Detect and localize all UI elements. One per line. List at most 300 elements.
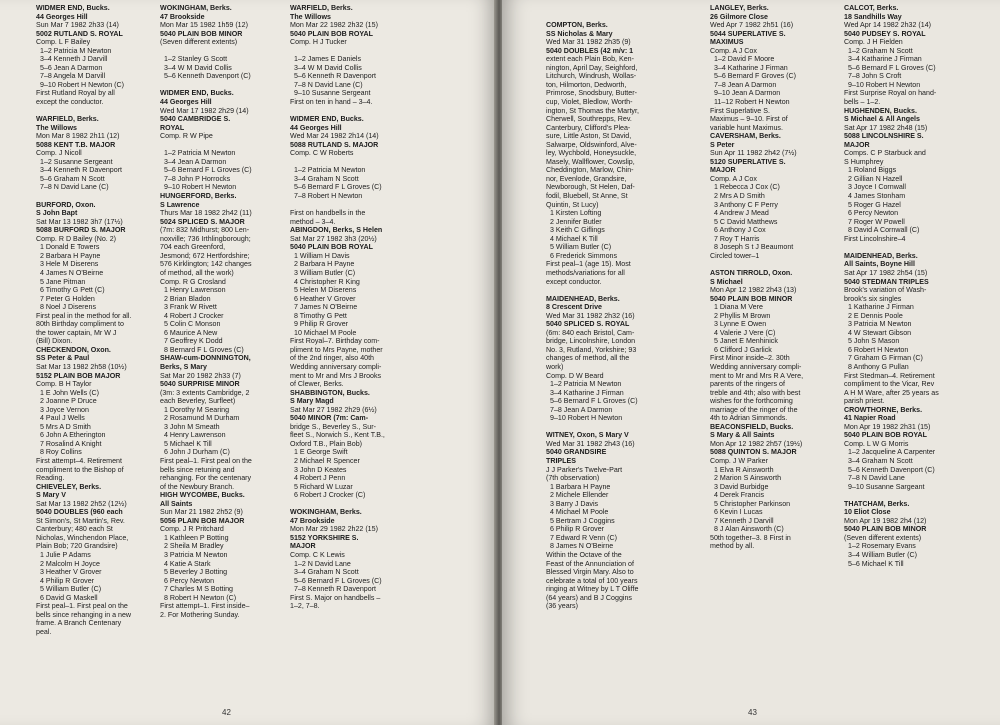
- entry-text-line: First attempt–1. First inside–: [160, 602, 250, 611]
- entry-text-line: Blessed Virgin Mary. Also to: [546, 568, 634, 577]
- entry-text-line: 3–4 Graham N Scott: [294, 568, 359, 577]
- entry-text-line: Wedding anniversary compli-: [290, 362, 382, 371]
- entry-text-line: (3m: 3 extents Cambridge, 2: [160, 388, 250, 397]
- entry-text-line: Feast of the Annunciation of: [546, 559, 634, 568]
- entry-text-line: 2 Gillian N Hazell: [848, 174, 903, 183]
- entry-heading-line: 44 Georges Hill: [36, 12, 88, 21]
- entry-text-line: 1 Katharine J Firman: [848, 303, 914, 312]
- entry-text-line: 5 Bertram J Coggins: [550, 516, 615, 525]
- entry-heading-line: 5040 PLAIN BOB ROYAL: [844, 431, 927, 440]
- entry-text-line: [36, 107, 150, 116]
- entry-text-line: Comp. A J Cox: [710, 46, 757, 55]
- entry-heading-line: CAVERSHAM, Berks.: [710, 132, 781, 141]
- entry-text-line: 7–8 N David Lane (C): [294, 80, 363, 89]
- entry-text-line: 6 Percy Newton: [164, 576, 215, 585]
- entry-heading-line: Berks, S Mary: [160, 362, 207, 371]
- entry-heading-line: WIDMER END, Bucks.: [160, 89, 234, 98]
- entry-heading-line: All Saints: [160, 499, 193, 508]
- entry-text-line: J J Parker's Twelve-Part: [546, 465, 623, 474]
- entry-text-line: 1 Henry Lawrenson: [164, 286, 226, 295]
- entry-text-line: Maximus – 9–10. First of: [710, 115, 788, 124]
- entry-heading-line: WIDMER END, Bucks.: [290, 115, 364, 124]
- entry-text-line: Salwarpe, Oldswinford, Alve-: [546, 140, 637, 149]
- entry-text-line: Comp. J H Fielden: [844, 38, 903, 47]
- entry-text-line: 3 Joyce Vernon: [40, 405, 89, 414]
- entry-heading-line: COMPTON, Berks.: [546, 21, 608, 30]
- entry-text-line: 1–2 Stanley G Scott: [164, 55, 228, 64]
- entry-text-line: 1–2 Graham N Scott: [848, 46, 913, 55]
- entry-heading-line: ROYAL: [160, 123, 185, 132]
- entry-text-line: wishes for the forthcoming: [710, 397, 793, 406]
- entry-text-line: 5 C David Matthews: [714, 217, 778, 226]
- entry-text-line: [546, 286, 660, 295]
- entry-text-line: 5 Christopher Parkinson: [714, 499, 791, 508]
- entry-text-line: 6 Maurice A New: [164, 328, 218, 337]
- entry-text-line: treble and 4th; also with best: [710, 388, 801, 397]
- entry-text-line: 5–6 Kenneth Davenport (C): [164, 72, 251, 81]
- entry-text-line: 1 William H Davis: [294, 251, 350, 260]
- entry-text-line: Comp. R G Crosland: [160, 277, 226, 286]
- entry-heading-line: THATCHAM, Berks.: [844, 499, 910, 508]
- entry-text-line: 2 E Dennis Poole: [848, 311, 903, 320]
- entry-text-line: 7 Graham G Firman (C): [848, 354, 923, 363]
- entry-text-line: [160, 81, 274, 90]
- entry-heading-line: WARFIELD, Berks.: [36, 115, 99, 124]
- entry-text-line: 9–10 Susanne Sergeant: [294, 89, 371, 98]
- entry-text-line: First Superlative S.: [710, 106, 770, 115]
- entry-text-line: 4 Henry Lawrenson: [164, 431, 226, 440]
- entry-text-line: 4th to Adrian Simmonds.: [710, 414, 788, 423]
- entry-text-line: bells since retuning and: [160, 465, 235, 474]
- entry-text-line: 2. For Mothering Sunday.: [160, 610, 240, 619]
- entry-text-line: 2 Jennifer Butler: [550, 217, 602, 226]
- entry-text-line: 3–4 Jean A Darmon: [164, 157, 227, 166]
- entry-text-line: method by all.: [710, 542, 755, 551]
- entry-heading-line: 5040 CAMBRIDGE S.: [160, 115, 231, 124]
- entry-text-line: fleet S., Norwich S., Kent T.B.,: [290, 431, 385, 440]
- entry-text-line: 6 John J Durham (C): [164, 448, 230, 457]
- entry-text-line: 6 Philip R Grover: [550, 525, 605, 534]
- entry-text-line: Comp. J R Pritchard: [160, 525, 224, 534]
- entry-heading-line: 18 Sandhills Way: [844, 12, 902, 21]
- entry-text-line: 2 Sheila M Bradley: [164, 542, 224, 551]
- entry-text-line: methods/variations for all: [546, 268, 625, 277]
- entry-text-line: cup, Violet, Bledlow, Worth-: [546, 98, 633, 107]
- entry-heading-line: 5002 RUTLAND S. ROYAL: [36, 29, 123, 38]
- entry-heading-line: 47 Brookside: [160, 12, 205, 21]
- entry-text-line: 8 Anthony G Pullan: [848, 362, 909, 371]
- right-page: [502, 0, 1000, 725]
- entry-text-line: 1 Roland Biggs: [848, 166, 897, 175]
- entry-text-line: Nicholas, Winchendon Place,: [36, 533, 129, 542]
- entry-heading-line: S John Bapt: [36, 209, 78, 218]
- entry-text-line: 6 David G Maskell: [40, 593, 98, 602]
- entry-text-line: Mon Mar 22 1982 2h32 (15): [290, 21, 378, 30]
- entry-heading-line: ABINGDON, Berks, S Helen: [290, 226, 383, 235]
- entry-text-line: 5–6 Bernard F L Groves (C): [848, 63, 936, 72]
- entry-text-line: (Seven different extents): [160, 38, 238, 47]
- entry-text-line: 2 Barbara H Payne: [294, 260, 355, 269]
- entry-text-line: 3 Lynne E Owen: [714, 320, 767, 329]
- entry-text-line: (36 years): [546, 602, 578, 611]
- entry-text-line: (6m: 840 each Bristol, Cam-: [546, 328, 635, 337]
- entry-text-line: 1 Barbara H Payne: [550, 482, 611, 491]
- entry-heading-line: S Mary Magd: [290, 397, 334, 406]
- entry-text-line: Jesmond; 672 Hertfordshire;: [160, 251, 250, 260]
- entry-heading-line: TRIPLES: [546, 456, 576, 465]
- entry-text-line: First Stedman–4. Retirement: [844, 371, 935, 380]
- entry-text-line: 4 Michael M Poole: [550, 508, 609, 517]
- entry-text-line: Mon Apr 12 1982 2h43 (13): [710, 286, 797, 295]
- entry-text-line: 9–10 Robert H Newton (C): [40, 80, 124, 89]
- entry-text-line: 1–2 Susanne Sergeant: [40, 157, 113, 166]
- entry-text-line: sure, Little Aston, St David,: [546, 132, 632, 141]
- entry-heading-line: MAJOR: [844, 140, 870, 149]
- entry-text-line: 3–4 Graham N Scott: [848, 456, 913, 465]
- entry-heading-line: 5044 SUPERLATIVE S.: [710, 29, 786, 38]
- entry-text-line: Primrose, Snodsbury, Butter-: [546, 89, 637, 98]
- entry-text-line: Brook's variation of Wash-: [844, 286, 927, 295]
- entry-text-line: First attempt–4. Retirement: [36, 456, 122, 465]
- entry-text-line: of the Newbury Branch.: [160, 482, 235, 491]
- entry-text-line: [36, 192, 150, 201]
- entry-text-line: Wed Mar 24 1982 2h14 (14): [290, 132, 379, 141]
- entry-text-line: 7 Edward R Venn (C): [550, 533, 618, 542]
- entry-text-line: No. 3, Rutland, Yorkshire; 93: [546, 345, 637, 354]
- entry-text-line: 2 Michael R Spencer: [294, 456, 360, 465]
- entry-text-line: 7–8 Kenneth R Davenport: [294, 585, 377, 594]
- entry-heading-line: SS Peter & Paul: [36, 354, 90, 363]
- entry-text-line: 3 Frank W Rivett: [164, 303, 217, 312]
- entry-text-line: 7–8 Jean A Darmon: [714, 80, 777, 89]
- entry-text-line: work): [546, 362, 564, 371]
- entry-text-line: 1 E George Swift: [294, 448, 348, 457]
- entry-text-line: Comp. R D Bailey (No. 2): [36, 234, 117, 243]
- entry-text-line: 3–4 W M David Collis: [164, 63, 232, 72]
- entry-text-line: bridge S., Beverley S., Sur-: [290, 422, 376, 431]
- entry-text-line: Quintin, St Lucy): [546, 200, 599, 209]
- entry-text-line: Sat Mar 20 1982 2h33 (7): [160, 371, 241, 380]
- entry-text-line: First S. Major on handbells –: [290, 593, 381, 602]
- entry-text-line: 1 Donald E Towers: [40, 243, 100, 252]
- entry-text-line: 6 Timothy G Pett (C): [40, 286, 105, 295]
- entry-text-line: Sat Mar 27 1982 2h29 (6½): [290, 405, 377, 414]
- entry-text-line: 7 Roger W Powell: [848, 217, 905, 226]
- column-3: [290, 4, 404, 611]
- entry-text-line: nor, Evenlode, Grandsire,: [546, 174, 627, 183]
- left-page: [0, 0, 496, 725]
- entry-heading-line: HUGHENDEN, Bucks.: [844, 106, 917, 115]
- entry-heading-line: WIDMER END, Bucks.: [36, 4, 110, 12]
- entry-text-line: 5 Beverley J Botting: [164, 568, 228, 577]
- entry-heading-line: 5040 DOUBLES (960 each: [36, 508, 123, 517]
- entry-text-line: 4 Andrew J Mead: [714, 209, 769, 218]
- entry-text-line: peal.: [36, 627, 52, 636]
- entry-text-line: 1 Dorothy M Searing: [164, 405, 230, 414]
- entry-text-line: First Rutland Royal by all: [36, 89, 115, 98]
- entry-text-line: ley, Wychbold, Honeysuckle,: [546, 149, 637, 158]
- entry-heading-line: 5040 SPLICED S. ROYAL: [546, 320, 630, 329]
- entry-heading-line: 47 Brookside: [290, 516, 335, 525]
- entry-text-line: of the 2nd ringer, also 40th: [290, 354, 375, 363]
- entry-text-line: [844, 243, 958, 252]
- entry-text-line: 6 Anthony J Cox: [714, 226, 766, 235]
- entry-text-line: 8 Robert H Newton (C): [164, 593, 237, 602]
- column-1: [36, 4, 150, 636]
- entry-text-line: Mon Mar 8 1982 2h11 (12): [36, 132, 120, 141]
- entry-heading-line: All Saints, Boyne Hill: [844, 260, 915, 269]
- entry-text-line: 2 Joanne P Druce: [40, 397, 97, 406]
- page-number-left: 42: [222, 708, 231, 717]
- entry-text-line: 50th together–3. 8 First in: [710, 533, 791, 542]
- entry-text-line: Comps. C P Starbuck and: [844, 149, 926, 158]
- entry-text-line: 4 James N O'Beirne: [40, 268, 104, 277]
- entry-text-line: 1–2 N David Lane: [294, 559, 351, 568]
- entry-text-line: 2 Phyllis M Brown: [714, 311, 771, 320]
- entry-text-line: compliment to the Vicar, Rev: [844, 380, 935, 389]
- entry-text-line: ington, St Thomas the Martyr,: [546, 106, 639, 115]
- entry-text-line: Sun Mar 7 1982 2h33 (14): [36, 21, 119, 30]
- entry-text-line: 5–6 Bernard F Groves (C): [714, 72, 797, 81]
- entry-text-line: 5 Mrs A D Smith: [40, 422, 91, 431]
- entry-heading-line: S Mary V: [36, 491, 66, 500]
- entry-heading-line: 26 Gilmore Close: [710, 12, 768, 21]
- entry-text-line: ment to Mr and Mrs J Brooks: [290, 371, 382, 380]
- entry-text-line: [290, 201, 404, 210]
- entry-text-line: Wed Mar 31 1982 2h32 (16): [546, 311, 635, 320]
- entry-text-line: 2 Rosamund M Durham: [164, 414, 240, 423]
- page-number-right: 43: [748, 708, 757, 717]
- entry-text-line: Sun Mar 21 1982 2h52 (9): [160, 508, 243, 517]
- entry-text-line: 4 Paul J Wells: [40, 414, 85, 423]
- entry-text-line: 7 Geoffrey K Dodd: [164, 337, 223, 346]
- entry-text-line: [546, 423, 660, 432]
- entry-heading-line: 5152 YORKSHIRE S.: [290, 533, 359, 542]
- entry-heading-line: MAIDENHEAD, Berks.: [844, 251, 918, 260]
- entry-text-line: Sun Apr 11 1982 2h42 (7½): [710, 149, 797, 158]
- entry-text-line: Sat Mar 27 1982 3h3 (20½): [290, 234, 377, 243]
- entry-text-line: Comp. H J Tucker: [290, 38, 347, 47]
- entry-text-line: 80th Birthday compliment to: [36, 320, 124, 329]
- entry-text-line: compliment to the Bishop of: [36, 465, 124, 474]
- entry-text-line: 7–8 John S Croft: [848, 72, 902, 81]
- entry-text-line: 7 Charles M S Botting: [164, 585, 233, 594]
- entry-text-line: Wedding anniversary compli-: [710, 362, 802, 371]
- entry-heading-line: MAJOR: [710, 166, 736, 175]
- entry-heading-line: SHABBINGTON, Bucks.: [290, 388, 370, 397]
- entry-text-line: 5–6 Bernard F L Groves (C): [294, 183, 382, 192]
- entry-text-line: variable hunt Maximus.: [710, 123, 783, 132]
- entry-text-line: changes of method, all the: [546, 354, 630, 363]
- entry-text-line: bridge, Lincolnshire, London: [546, 337, 636, 346]
- entry-heading-line: 5040 PUDSEY S. ROYAL: [844, 29, 926, 38]
- entry-text-line: 7–8 Robert H Newton: [294, 192, 363, 201]
- entry-heading-line: CHIEVELEY, Berks.: [36, 482, 102, 491]
- entry-text-line: 1–2 Rosemary Evans: [848, 542, 916, 551]
- entry-text-line: 1–2, 7–8.: [290, 602, 320, 611]
- entry-text-line: nington, April Day, Seighford,: [546, 63, 638, 72]
- entry-heading-line: LANGLEY, Berks.: [710, 4, 769, 12]
- entry-text-line: 3 Keith C Giflings: [550, 226, 605, 235]
- entry-text-line: 3 John M Smeath: [164, 422, 220, 431]
- entry-text-line: noxville; 736 Irthlingborough;: [160, 234, 251, 243]
- entry-heading-line: 5040 PLAIN BOB MINOR: [710, 294, 793, 303]
- entry-text-line: celebrate a total of 100 years: [546, 576, 638, 585]
- entry-text-line: Comp. J W Parker: [710, 456, 768, 465]
- entry-text-line: 1 Diana M Vere: [714, 303, 763, 312]
- entry-text-line: 1 Kirsten Lofting: [550, 209, 602, 218]
- entry-text-line: 3–4 Kenneth R Davenport: [40, 166, 123, 175]
- entry-text-line: Comp. J Nicoll: [36, 149, 82, 158]
- entry-text-line: 7 Peter G Holden: [40, 294, 95, 303]
- entry-text-line: First peal–1. First peal on the: [160, 456, 252, 465]
- entry-text-line: 576 Kirklington; 142 changes: [160, 260, 252, 269]
- entry-text-line: 5 William Butler (C): [550, 243, 612, 252]
- entry-text-line: parish priest.: [844, 397, 885, 406]
- entry-text-line: First Lincolnshire–4: [844, 234, 906, 243]
- entry-text-line: 8 Bernard F L Groves (C): [164, 345, 244, 354]
- entry-text-line: Canterbury; 480 each St: [36, 525, 113, 534]
- entry-text-line: 3 John D Keates: [294, 465, 347, 474]
- entry-text-line: First on handbells in the: [290, 209, 366, 218]
- entry-text-line: 3 Anthony C F Perry: [714, 200, 778, 209]
- entry-text-line: 6 Kevin I Lucas: [714, 508, 763, 517]
- entry-heading-line: ASTON TIRROLD, Oxon.: [710, 268, 793, 277]
- entry-text-line: Plain Bob; 720 Grandsire): [36, 542, 118, 551]
- entry-text-line: Sat Apr 17 1982 2h48 (15): [844, 123, 928, 132]
- entry-text-line: 3 Joyce I Cornwall: [848, 183, 906, 192]
- entry-text-line: frame. A Branch Centenary: [36, 619, 122, 628]
- entry-text-line: 11–12 Robert H Newton: [714, 98, 790, 107]
- entry-text-line: 1–2 Patricia M Newton: [164, 149, 236, 158]
- entry-text-line: 6 Percy Newton: [848, 209, 899, 218]
- entry-heading-line: 8 Crescent Drive: [546, 303, 602, 312]
- entry-text-line: Wed Mar 31 1982 2h35 (9): [546, 38, 631, 47]
- entry-text-line: Comp. R W Pipe: [160, 132, 213, 141]
- entry-text-line: A H M Ware, after 25 years as: [844, 388, 939, 397]
- entry-text-line: extent each Plain Bob, Ken-: [546, 55, 634, 64]
- entry-text-line: Circled tower–1: [710, 251, 760, 260]
- entry-text-line: 6 Heather V Grover: [294, 294, 356, 303]
- entry-text-line: except conductor.: [546, 277, 602, 286]
- entry-text-line: 1–2 David F Moore: [714, 55, 775, 64]
- entry-text-line: First peal in the method for all.: [36, 311, 132, 320]
- entry-text-line: 4 Robert J Crocker: [164, 311, 224, 320]
- entry-heading-line: 44 Georges Hill: [160, 98, 212, 107]
- entry-text-line: 3–4 Katharine J Firman: [848, 55, 922, 64]
- entry-text-line: (7th observation): [546, 474, 600, 483]
- entry-text-line: rehanging. For the centenary: [160, 474, 252, 483]
- entry-text-line: Comp. L F Bailey: [36, 38, 91, 47]
- entry-heading-line: S Lawrence: [160, 200, 200, 209]
- entry-heading-line: HIGH WYCOMBE, Bucks.: [160, 491, 245, 500]
- entry-text-line: [546, 4, 660, 13]
- entry-text-line: 1 Kathleen P Botting: [164, 533, 229, 542]
- entry-text-line: parents of the ringers of: [710, 380, 785, 389]
- entry-text-line: 6 Frederick Simmons: [550, 251, 618, 260]
- entry-text-line: 8 J Alan Ainsworth (C): [714, 525, 784, 534]
- entry-heading-line: 41 Napier Road: [844, 414, 896, 423]
- entry-heading-line: 5024 SPLICED S. MAJOR: [160, 217, 245, 226]
- entry-heading-line: 5040 PLAIN BOB ROYAL: [290, 29, 373, 38]
- entry-text-line: 1 E John Wells (C): [40, 388, 100, 397]
- entry-text-line: [160, 47, 274, 56]
- entry-text-line: 7–8 Jean A Darmon: [550, 405, 613, 414]
- entry-text-line: 5 William Butler (C): [40, 585, 102, 594]
- entry-text-line: 5 Colin C Monson: [164, 320, 221, 329]
- entry-text-line: 2 Mrs A D Smith: [714, 192, 765, 201]
- entry-text-line: 9–10 Robert H Newton: [550, 414, 623, 423]
- entry-text-line: Oxford T.B., Plain Bob): [290, 439, 363, 448]
- entry-text-line: Mon Apr 12 1982 2h57 (19½): [710, 439, 803, 448]
- entry-text-line: 5 Roger G Hazel: [848, 200, 901, 209]
- column-5: [710, 4, 824, 551]
- entry-text-line: the tower captain, Mr W J: [36, 328, 117, 337]
- entry-text-line: Wed Mar 17 1982 2h29 (14): [160, 106, 249, 115]
- entry-text-line: Canterbury, Clifford's Plea-: [546, 123, 631, 132]
- entry-text-line: 3–4 Graham N Scott: [294, 174, 359, 183]
- entry-text-line: ton, Hilmorton, Dedworth,: [546, 80, 627, 89]
- entry-text-line: 6 John A Etherington: [40, 431, 106, 440]
- entry-text-line: (Bill) Dixon.: [36, 337, 73, 346]
- entry-text-line: 5 Richard W Luzar: [294, 482, 353, 491]
- entry-text-line: 5–6 Michael K Till: [848, 559, 904, 568]
- entry-text-line: 1–2 Patricia M Newton: [550, 380, 622, 389]
- entry-text-line: fodil, Bluebell, St Anne, St: [546, 192, 628, 201]
- entry-heading-line: 5088 QUINTON S. MAJOR: [710, 448, 797, 457]
- entry-text-line: 3 Barry J Davis: [550, 499, 599, 508]
- entry-text-line: each Beverley, Surfleet): [160, 397, 236, 406]
- entry-text-line: of method, all the work): [160, 268, 234, 277]
- entry-text-line: bells – 1–2.: [844, 98, 881, 107]
- entry-text-line: First peal–1 (age 15). Most: [546, 260, 631, 269]
- entry-text-line: 5 John S Mason: [848, 337, 900, 346]
- entry-text-line: 3 Hele M Diserens: [40, 260, 99, 269]
- entry-heading-line: MAXIMUS: [710, 38, 744, 47]
- entry-text-line: Thurs Mar 18 1982 2h42 (11): [160, 209, 252, 218]
- entry-text-line: 5–6 Bernard F L Groves (C): [164, 166, 252, 175]
- entry-text-line: method – 3–4.: [290, 217, 336, 226]
- entry-text-line: Newborough, St Helen, Daf-: [546, 183, 635, 192]
- entry-text-line: 4 Philip R Grover: [40, 576, 95, 585]
- entry-text-line: 7 Roy T Harris: [714, 234, 760, 243]
- entry-heading-line: 5040 DOUBLES (42 m/v: 1: [546, 46, 634, 55]
- entry-text-line: 1–2 James E Daniels: [294, 55, 362, 64]
- entry-text-line: Comp. D W Beard: [546, 371, 604, 380]
- entry-text-line: pliment to Mrs Payne, mother: [290, 345, 383, 354]
- entry-heading-line: CALCOT, Berks.: [844, 4, 899, 12]
- entry-text-line: 7–8 N David Lane: [848, 474, 905, 483]
- entry-text-line: [290, 158, 404, 167]
- entry-text-line: 1 Julie P Adams: [40, 551, 91, 559]
- entry-text-line: brook's six singles: [844, 294, 902, 303]
- entry-heading-line: S Michael: [710, 277, 743, 286]
- entry-text-line: 3–4 W M David Collis: [294, 63, 362, 72]
- entry-heading-line: WOKINGHAM, Berks.: [160, 4, 232, 12]
- entry-text-line: 5 Jane Pitman: [40, 277, 86, 286]
- entry-text-line: First Minor inside–2. 30th: [710, 354, 790, 363]
- entry-heading-line: 5040 GRANDSIRE: [546, 448, 607, 457]
- entry-heading-line: WOKINGHAM, Berks.: [290, 508, 362, 517]
- entry-heading-line: 5040 SURPRISE MINOR: [160, 380, 240, 389]
- entry-heading-line: The Willows: [290, 12, 331, 21]
- entry-text-line: Cheddington, Marlow, Chin-: [546, 166, 634, 175]
- entry-text-line: 2 Malcolm H Joyce: [40, 559, 100, 568]
- entry-text-line: 4 Christopher R King: [294, 277, 360, 286]
- entry-text-line: 4 Valerie J Vere (C): [714, 328, 776, 337]
- entry-text-line: 5 Helen M Diserens: [294, 286, 357, 295]
- entry-heading-line: 44 Georges Hill: [290, 123, 342, 132]
